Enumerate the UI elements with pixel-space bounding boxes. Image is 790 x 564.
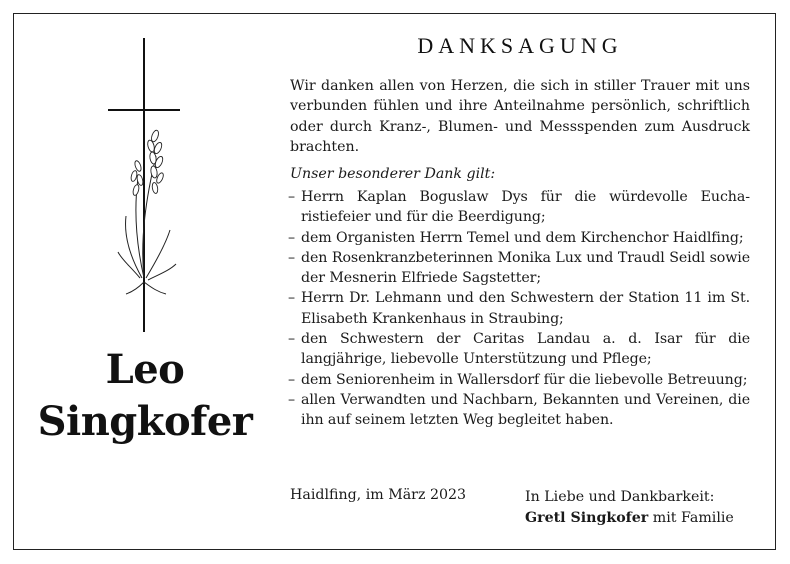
special-thanks-title: Unser besonderer Dank gilt: [290, 166, 496, 182]
list-dash: – [288, 229, 295, 246]
thanks-list [288, 187, 750, 431]
list-dash: – [288, 331, 295, 348]
list-item-text: Herrn Kaplan Boguslaw Dys für die würdevolle Eucharistiefeier und für die Beerdigung; [301, 189, 750, 226]
list-item [288, 187, 750, 228]
list-item [288, 288, 750, 329]
list-dash: – [288, 189, 295, 205]
list-dash: – [288, 290, 295, 307]
signature-suffix: mit Familie [648, 510, 734, 526]
list-item [288, 329, 750, 370]
list-item-text: dem Organisten Herrn Temel und dem Kirchenchor Haidlfing; [301, 229, 744, 246]
list-item-text: den Schwestern der Caritas Landau a. d. Isar für die langjährige, liebevolle Unterstützung und Pflege; [301, 331, 750, 368]
list-item-text: dem Seniorenheim in Wallersdorf für die liebevolle Betreuung; [301, 371, 748, 388]
page-title: DANKSAGUNG [417, 33, 623, 58]
signature-name: Gretl Singkofer [525, 510, 649, 526]
intro-text: Wir danken allen von Herzen, die sich in stiller Trauer mit uns verbunden fühlen und ihre Anteilnahme persönlich, schriftlich oder durch Kranz-, Blumen- und Messspenden zum Ausdruck brachten. [290, 78, 750, 155]
list-dash: – [288, 371, 295, 388]
list-item [288, 228, 750, 248]
intro-paragraph [290, 76, 750, 157]
signature-line [525, 508, 734, 529]
list-item [288, 370, 750, 390]
list-item [288, 390, 750, 431]
list-dash: – [288, 249, 295, 266]
list-item [288, 248, 750, 289]
deceased-last-name: Singkofer [37, 398, 253, 445]
deceased-first-name: Leo [105, 346, 185, 393]
closing-line: In Liebe und Dankbarkeit: [525, 489, 715, 505]
cross-with-wheat-icon [100, 38, 186, 338]
list-item-text: den Rosenkranzbeterinnen Monika Lux und Traudl Seidl sowie der Mesnerin Elfriede Sagstetter; [301, 249, 750, 287]
list-item-text: allen Verwandten und Nachbarn, Bekannten und Vereinen, die ihn auf seinem letzten Weg begleitet haben. [301, 391, 750, 429]
list-dash: – [288, 391, 295, 408]
place-date: Haidlfing, im März 2023 [290, 487, 467, 503]
signature-block [525, 487, 734, 529]
list-item-text: Herrn Dr. Lehmann und den Schwestern der Station 11 im St. Elisabeth Krankenhaus in Straubing; [301, 290, 750, 327]
